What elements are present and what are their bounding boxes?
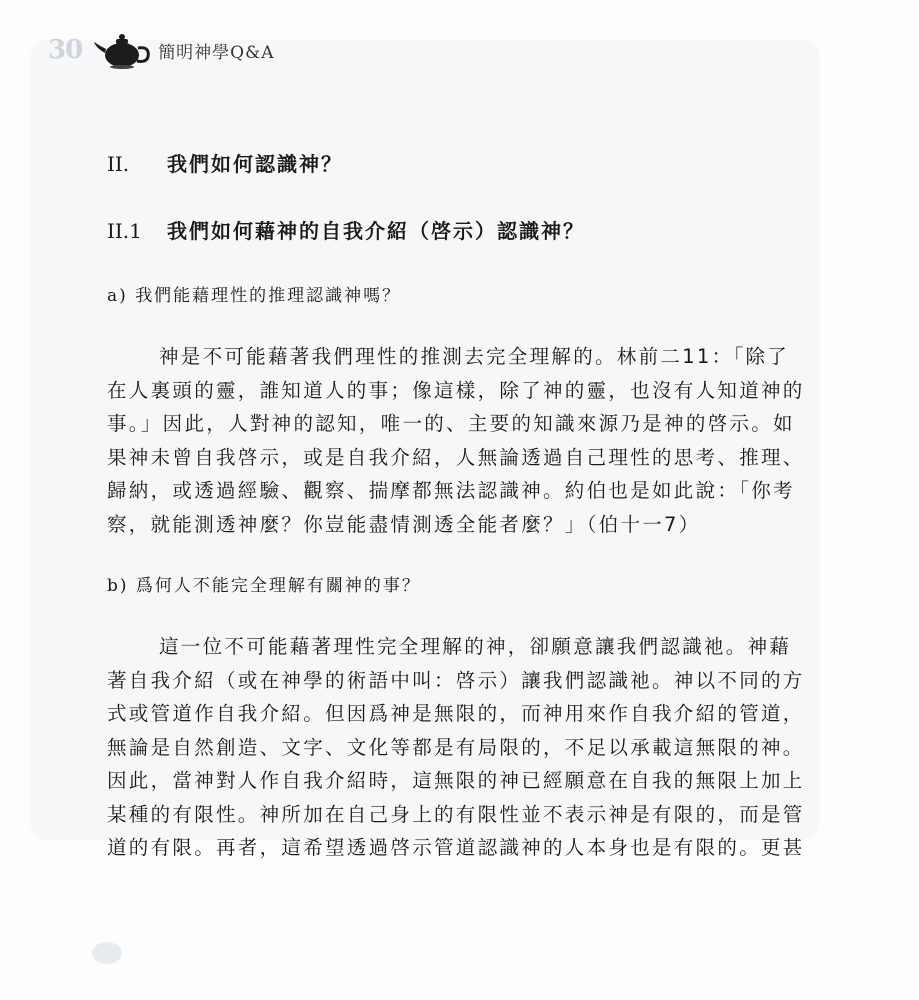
section-title: 我們如何認識神？: [167, 152, 343, 176]
subsection-number: II.1: [107, 219, 142, 243]
question-b-text: 爲何人不能完全理解有關神的事？: [135, 576, 421, 596]
paragraph-line: 在人裏頭的靈，誰知道人的事；像這樣，除了神的靈，也沒有人知道神的: [107, 378, 805, 402]
subsection-heading: [107, 215, 585, 244]
section-number: II.: [107, 152, 130, 176]
section-heading: [107, 148, 343, 177]
paragraph-line: 因此，當神對人作自我介紹時，這無限的神已經願意在自我的無限上加上: [107, 769, 805, 792]
paragraph-a: [107, 340, 855, 541]
question-b: [107, 571, 421, 596]
running-title: 簡明神學Q&A: [158, 42, 275, 63]
paragraph-line: 神是不可能藉著我們理性的推測去完全理解的。林前二11：「除了: [159, 345, 790, 368]
paragraph-line: 事。」因此，人對神的認知，唯一的、主要的知識來源乃是神的啓示。如: [107, 412, 795, 435]
question-a: [107, 281, 401, 306]
paragraph-line: 察，就能測透神麼？你豈能盡情測透全能者麼？」（伯十一7）: [107, 512, 701, 536]
footer-logo: [92, 942, 122, 964]
page-number: 30: [48, 35, 83, 65]
question-b-label: b): [107, 576, 129, 596]
paragraph-line: 這一位不可能藉著理性完全理解的神，卻願意讓我們認識祂。神藉: [159, 635, 792, 658]
paragraph-line: 歸納，或透過經驗、觀察、揣摩都無法認識神。約伯也是如此說：「你考: [107, 479, 795, 502]
paragraph-line: 道的有限。再者，這希望透過啓示管道認識神的人本身也是有限的。更甚: [107, 836, 805, 859]
paragraph-line: 無論是自然創造、文字、文化等都是有局限的，不足以承載這無限的神。: [107, 735, 805, 759]
question-a-text: 我們能藉理性的推理認識神嗎？: [135, 286, 402, 306]
subsection-title: 我們如何藉神的自我介紹（啓示）認識神？: [167, 219, 585, 243]
paragraph-line: 著自我介紹（或在神學的術語中叫：啓示）讓我們認識祂。神以不同的方: [107, 668, 805, 692]
paragraph-line: 式或管道作自我介紹。但因爲神是無限的，而神用來作自我介紹的管道，: [107, 702, 805, 725]
paragraph-line: 某種的有限性。神所加在自己身上的有限性並不表示神是有限的，而是管: [107, 802, 805, 826]
paragraph-line: 果神未曾自我啓示，或是自我介紹，人無論透過自己理性的思考、推理、: [107, 445, 805, 469]
paragraph-b: [107, 630, 855, 865]
question-a-label: a): [107, 286, 128, 306]
